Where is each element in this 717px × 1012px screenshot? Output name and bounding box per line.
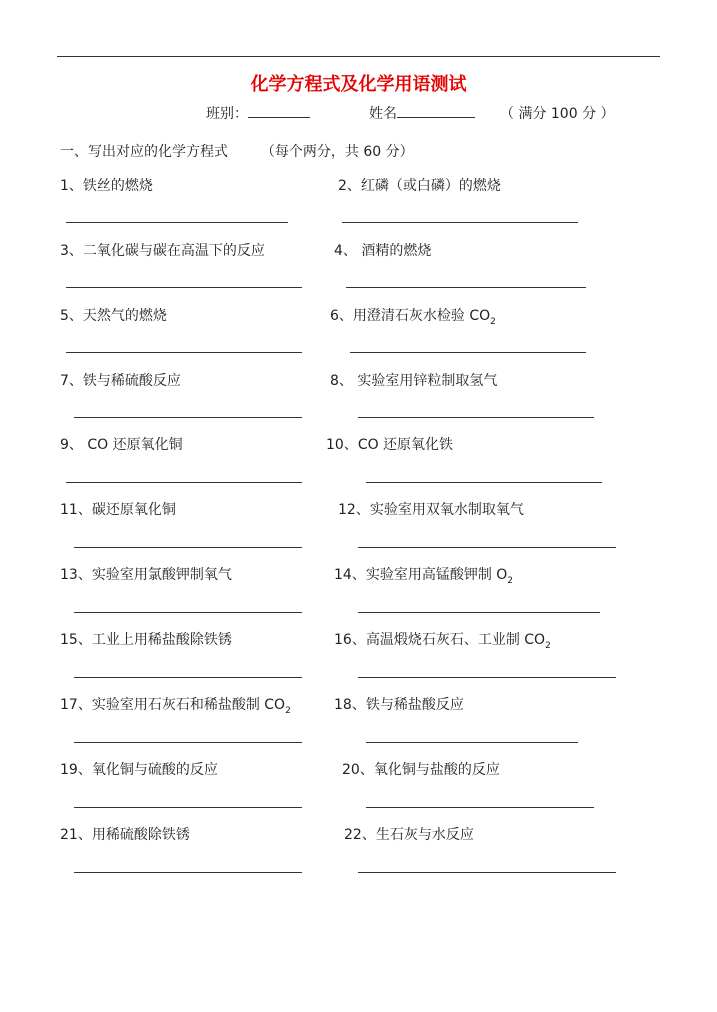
question-9: 9、 CO 还原氧化铜 [60,437,183,453]
answer-line-20[interactable] [366,807,594,808]
question-8: 8、 实验室用锌粒制取氢气 [330,373,498,389]
answer-line-2[interactable] [342,222,578,223]
class-input[interactable] [248,103,310,118]
answer-line-11[interactable] [74,547,302,548]
name-label: 姓名 [369,106,397,122]
question-17: 17、实验室用石灰石和稀盐酸制 $CO_2$ [60,697,291,716]
question-13: 13、实验室用氯酸钾制氧气 [60,567,232,583]
name-field [369,103,475,123]
question-2: 2、红磷（或白磷）的燃烧 [338,178,501,194]
question-21: 21、用稀硫酸除铁锈 [60,827,190,843]
answer-line-6[interactable] [350,352,586,353]
question-3: 3、二氧化碳与碳在高温下的反应 [60,243,265,259]
answer-line-13[interactable] [74,612,302,613]
question-11: 11、碳还原氧化铜 [60,502,176,518]
question-7: 7、铁与稀硫酸反应 [60,373,181,389]
section-title: 一、写出对应的化学方程式 [60,144,228,160]
question-18: 18、铁与稀盐酸反应 [334,697,464,713]
answer-line-4[interactable] [346,287,586,288]
name-input[interactable] [397,103,475,118]
question-20: 20、氧化铜与盐酸的反应 [342,762,500,778]
question-5: 5、天然气的燃烧 [60,308,167,324]
answer-line-19[interactable] [74,807,302,808]
question-6: 6、用澄清石灰水检验 $CO_2$ [330,308,496,327]
question-1: 1、铁丝的燃烧 [60,178,153,194]
answer-line-18[interactable] [366,742,578,743]
answer-line-17[interactable] [74,742,302,743]
question-14: 14、实验室用高锰酸钾制 $O_2$ [334,567,514,586]
answer-line-5[interactable] [66,352,302,353]
answer-line-22[interactable] [358,872,616,873]
score-note: （ 满分 100 分 ） [500,106,615,122]
answer-line-1[interactable] [66,222,288,223]
section-heading [60,141,414,161]
answer-line-10[interactable] [366,482,602,483]
answer-line-9[interactable] [66,482,302,483]
question-19: 19、氧化铜与硫酸的反应 [60,762,218,778]
section-points: （每个两分，共 60 分） [260,144,414,160]
answer-line-15[interactable] [74,677,302,678]
answer-line-8[interactable] [358,417,594,418]
answer-line-7[interactable] [74,417,302,418]
answer-line-16[interactable] [358,677,616,678]
answer-line-12[interactable] [358,547,616,548]
header-rule [57,56,660,57]
question-22: 22、生石灰与水反应 [344,827,474,843]
answer-line-21[interactable] [74,872,302,873]
class-field [206,103,310,123]
question-4: 4、 酒精的燃烧 [334,243,432,259]
page-title: 化学方程式及化学用语测试 [250,74,467,95]
question-12: 12、实验室用双氧水制取氧气 [338,502,524,518]
answer-line-14[interactable] [358,612,600,613]
answer-line-3[interactable] [66,287,302,288]
question-15: 15、工业上用稀盐酸除铁锈 [60,632,232,648]
question-10: 10、CO 还原氧化铁 [326,437,454,453]
question-16: 16、高温煅烧石灰石、工业制 $CO_2$ [334,632,551,651]
class-label: 班别： [206,106,248,122]
